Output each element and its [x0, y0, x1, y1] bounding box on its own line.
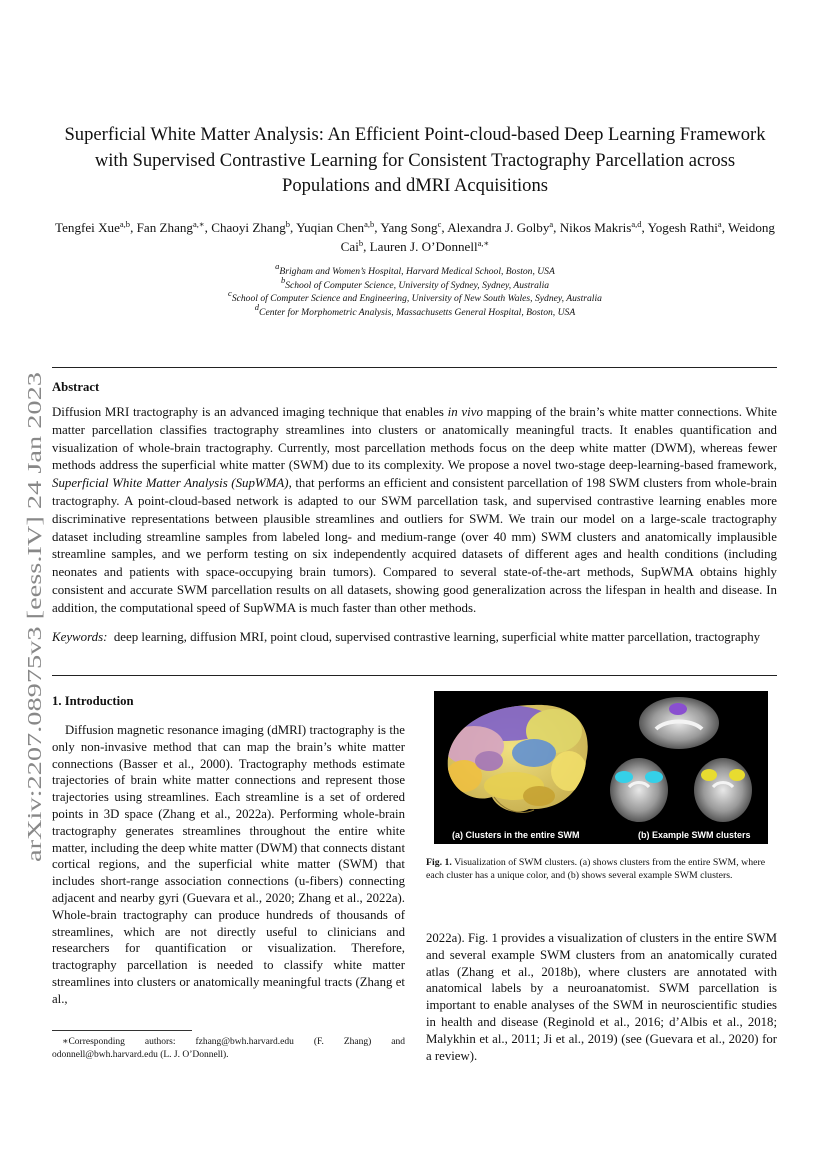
author-name: Yuqian Chen	[296, 220, 365, 235]
author-affiliation-marker: b	[358, 237, 364, 248]
author	[296, 220, 374, 235]
abstract-text-1: Diffusion MRI tractography is an advanced imaging technique that enables	[52, 405, 448, 419]
affiliation-marker: b	[280, 274, 286, 285]
affiliation-text: Brigham and Women’s Hospital, Harvard Medical School, Boston, USA	[279, 266, 555, 277]
author-name: Yogesh Rathi	[647, 220, 718, 235]
affiliation-text: School of Computer Science and Engineering, University of New South Wales, Sydney, Australia	[231, 293, 602, 304]
arxiv-stamp-text: arXiv:2207.08975v3 [eess.IV] 24 Jan 2023	[25, 525, 46, 862]
author-name: Nikos Makris	[559, 220, 632, 235]
author-affiliation-marker: c	[437, 219, 442, 229]
example-cluster-coronal-slice-left	[610, 758, 668, 822]
abstract-emphasis-1: in vivo	[447, 405, 483, 419]
author	[380, 220, 441, 235]
figure-label-a: (a) Clusters in the entire SWM	[452, 830, 580, 840]
keywords-label: Keywords:	[52, 630, 108, 644]
author-affiliation-marker: a,∗	[192, 219, 205, 229]
affiliation	[100, 261, 730, 279]
author	[211, 220, 290, 235]
figure-1-image	[434, 691, 768, 844]
author-name: Yang Song	[380, 220, 438, 235]
author-affiliation-marker: b	[285, 219, 291, 229]
author-list: Tengfei Xue$^{a,b}$, Fan Zhang$^{a,∗}$, Chaoyi Zhang$^b$, Yuqian Chen$^{a,b}$, Yang Song$^c$, Alexandra J. Golby$^a$, Nikos Makris$^{a,d}$, Yogesh Rathi$^a$, Weidong Cai$^b$, Lauren J. O’Donnell$^{a,∗}$	[55, 219, 775, 254]
author	[447, 220, 553, 235]
abstract-body	[52, 404, 777, 618]
affiliation-marker: d	[254, 301, 260, 312]
affiliation-marker: c	[228, 288, 232, 298]
abstract-bottom-rule	[52, 675, 777, 676]
affiliation-text: School of Computer Science, University of Sydney, Sydney, Australia	[285, 279, 550, 291]
author-name: Fan Zhang	[136, 220, 193, 235]
author-affiliation-marker: a,d	[631, 219, 642, 229]
example-cluster-coronal-slice-right	[694, 758, 752, 822]
example-cluster-sagittal-slice	[639, 697, 719, 749]
author	[560, 220, 642, 235]
figure-caption-label: Fig. 1.	[426, 857, 452, 868]
author-name: Alexandra J. Golby	[447, 220, 550, 235]
swm-clusters-brain	[444, 705, 588, 813]
author-affiliation-marker: a,b	[119, 219, 131, 229]
figure-1-caption	[426, 856, 777, 882]
affiliation	[100, 274, 730, 293]
footnote-rule	[52, 1030, 192, 1031]
author-name: Weidong Cai	[340, 220, 775, 254]
figure-1	[434, 691, 768, 844]
affiliation-list	[100, 261, 730, 319]
keywords	[52, 629, 777, 647]
author-affiliation-marker: a	[549, 219, 554, 229]
keywords-text: deep learning, diffusion MRI, point cloud, supervised contrastive learning, superficial white matter parcellation, tractography	[113, 630, 761, 644]
abstract-text-2: mapping of the brain’s white matter connections. White matter parcellation classifies tractography streamlines into clusters or anatomically meaningful tracts. It enables quantification and visualization of whole-brain tractography. Currently, most parcellation methods focus on the deep white matter (DWM), whereas fewer methods address the superficial white matter (SWM) due to its complexity. We propose a novel two-stage deep-learning-based framework,	[52, 405, 777, 473]
paper-title: Superficial White Matter Analysis: An Efficient Point-cloud-based Deep Learning Framework with Supervised Contrastive Learning for Consistent Tractography Parcellation across Populations and dMRI Acquisitions	[64, 124, 766, 196]
footnote: ∗Corresponding authors: fzhang@bwh.harvard.edu (F. Zhang) and odonnell@bwh.harvard.edu (L. J. O’Donnell).	[52, 1037, 405, 1060]
author-name: Chaoyi Zhang	[211, 220, 286, 235]
abstract-heading: Abstract	[52, 380, 100, 394]
author	[137, 220, 205, 235]
author-affiliation-marker: a,b	[364, 219, 375, 229]
figure-caption-text: Visualization of SWM clusters. (a) shows clusters from the entire SWM, where each cluster has a unique color, and (b) shows several example SWM clusters.	[426, 857, 766, 881]
affiliation-marker: a	[275, 261, 280, 271]
author-name: Lauren J. O’Donnell	[369, 238, 478, 254]
figure-label-b: (b) Example SWM clusters	[638, 830, 751, 840]
author-affiliation-marker: a,∗	[477, 237, 490, 248]
affiliation	[100, 301, 730, 320]
author	[370, 239, 490, 254]
author	[648, 220, 722, 235]
introduction-paragraph-continued: 2022a). Fig. 1 provides a visualization of clusters in the entire SWM and several example SWM clusters from an anatomically curated atlas (Zhang et al., 2018b), where clusters are annotated with anatomical labels by a neuroanatomist. SWM parcellation is important to enable analyses of the SWM in neuroscientific studies in health and disease (Reginold et al., 2016; d’Albis et al., 2018; Malykhin et al., 2011; Ji et al., 2019) (see (Guevara et al., 2020) for a review).	[426, 931, 777, 1063]
abstract-emphasis-2: Superficial White Matter Analysis (SupWMA)	[52, 476, 289, 491]
author-name: Tengfei Xue	[55, 220, 120, 235]
author	[55, 220, 130, 235]
introduction-paragraph: Diffusion magnetic resonance imaging (dMRI) tractography is the only non-invasive method that can map the brain’s white matter connections (Basser et al., 2000). Tractography methods estimate trajectories of brain white matter connections and represent those trajectories using streamlines. Each streamline is a set of ordered points in 3D space (Zhang et al., 2022a). Performing whole-brain tractography generates streamlines throughout the entire white matter, including the deep white matter (DWM) that connects distant cortical regions, and the superficial white matter (SWM) that includes short-range association connections (u-fibers) connecting adjacent and nearby gyri (Guevara et al., 2020; Zhang et al., 2022a). Whole-brain tractography can produce hundreds of thousands of streamlines, which are not directly useful to clinicians and researchers for quantification or visualization. Therefore, tractography parcellation is needed to classify white matter streamlines into clusters or anatomically meaningful tracts (Zhang et al.,	[52, 723, 405, 1006]
arxiv-stamp	[22, 370, 46, 870]
abstract-top-rule	[52, 367, 777, 368]
abstract-text-3: , that performs an efficient and consistent parcellation of 198 SWM clusters from whole-brain tractography. A point-cloud-based network is adapted to our SWM parcellation task, and supervised contrastive learning enables more discriminative representations between plausible streamlines and outliers for SWM. We train our model on a large-scale tractography dataset including streamline samples from labeled long- and medium-range (over 40 mm) SWM clusters and anatomically implausible streamline samples, and we perform testing on six independently acquired datasets of different ages and health conditions (including neonates and patients with space-occupying brain tumors). Compared to several state-of-the-art methods, SupWMA obtains highly consistent and accurate SWM parcellation results on all datasets, showing good generalization across the lifespan in health and disease. In addition, the computational speed of SupWMA is much faster than other methods.	[52, 476, 777, 615]
author-affiliation-marker: a	[717, 219, 722, 229]
affiliation	[100, 288, 730, 306]
affiliation-text: Center for Morphometric Analysis, Massachusetts General Hospital, Boston, USA	[259, 306, 576, 318]
section-heading-introduction: 1. Introduction	[52, 694, 134, 708]
